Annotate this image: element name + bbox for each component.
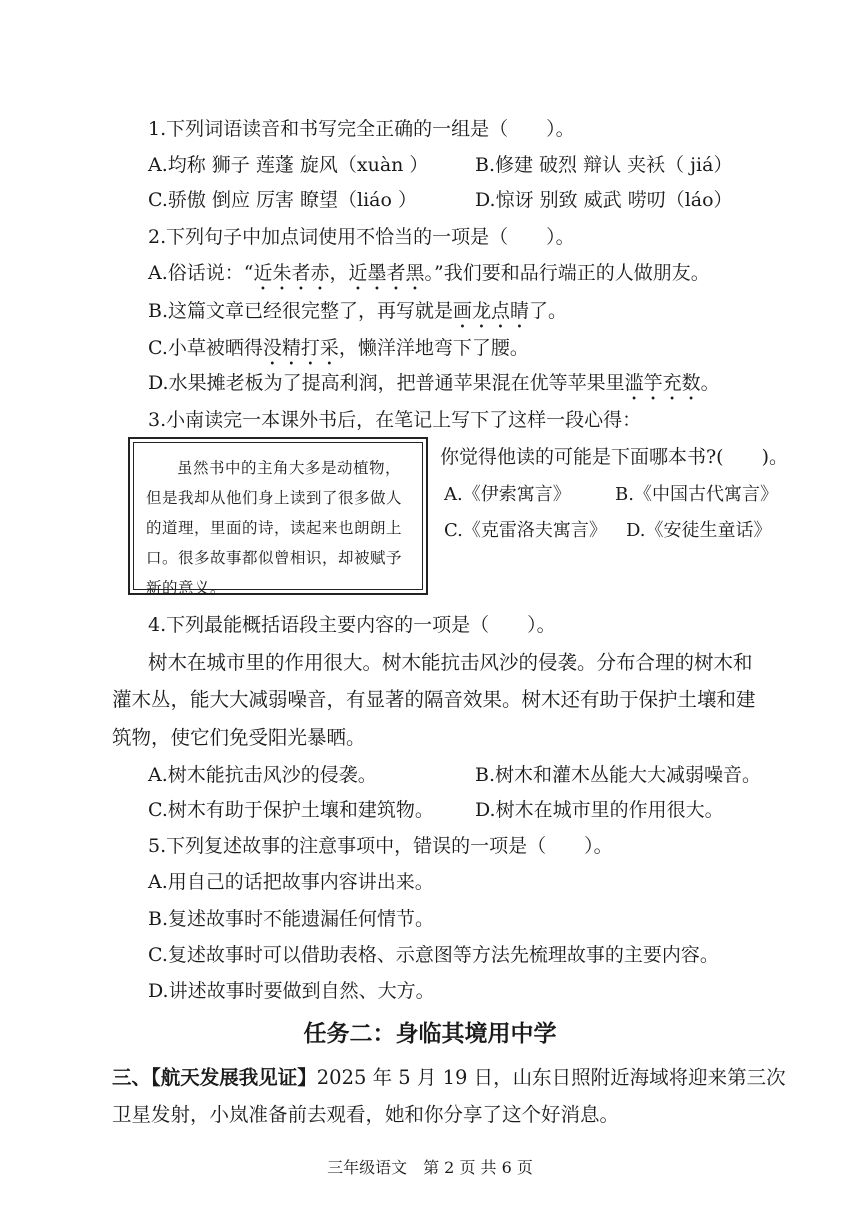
q2-a-dotted: 近朱者赤，近墨者黑 xyxy=(253,262,425,284)
q2-d-post: 。 xyxy=(700,372,720,394)
q2-b-dotted: 画龙点睛 xyxy=(453,300,530,322)
q2-option-b xyxy=(148,298,567,333)
q4-option-c: C.树木有助于保护土壤和建筑物。 xyxy=(148,799,434,821)
section-three-line-2: 卫星发射，小岚准备前去观看，她和你分享了这个好消息。 xyxy=(112,1103,620,1126)
q2-option-d xyxy=(148,370,720,405)
q1-stem: 1.下列词语读音和书写完全正确的一组是（ ）。 xyxy=(148,118,575,140)
q2-option-a xyxy=(148,260,710,295)
section-three-line-1 xyxy=(112,1065,786,1091)
section-three-text-1: 2025 年 5 月 19 日，山东日照附近海域将迎来第三次 xyxy=(316,1066,786,1089)
q3-option-b: B.《中国古代寓言》 xyxy=(615,484,778,505)
q3-option-d: D.《安徒生童话》 xyxy=(626,520,772,541)
q3-option-c: C.《克雷洛夫寓言》 xyxy=(444,520,607,541)
q2-c-dotted: 没精打采 xyxy=(262,337,339,359)
q4-passage-line-3: 筑物，使它们免受阳光暴晒。 xyxy=(112,726,366,749)
section-three-label: 三、【航天发展我见证】 xyxy=(112,1066,317,1089)
q5-option-d: D.讲述故事时要做到自然、大方。 xyxy=(148,980,435,1002)
q4-option-a: A.树木能抗击风沙的侵袭。 xyxy=(148,764,377,786)
q3-option-a: A.《伊索寓言》 xyxy=(444,484,571,505)
q2-c-post: ，懒洋洋地弯下了腰。 xyxy=(338,337,529,359)
q2-stem: 2.下列句子中加点词使用不恰当的一项是（ ）。 xyxy=(148,226,575,248)
q5-stem: 5.下列复述故事的注意事项中，错误的一项是（ ）。 xyxy=(148,835,613,857)
q2-b-pre: B.这篇文章已经很完整了，再写就是 xyxy=(148,300,454,322)
q4-option-b: B.树木和灌木丛能大大减弱噪音。 xyxy=(475,764,762,786)
q2-d-pre: D.水果摊老板为了提高利润，把普通苹果混在优等苹果里 xyxy=(148,372,625,394)
q1-option-b: B.修建 破烈 辩认 夹袄（ jiá） xyxy=(475,154,733,176)
q2-a-post: 。”我们要和品行端正的人做朋友。 xyxy=(424,262,710,284)
q3-stem: 3.小南读完一本课外书后，在笔记上写下了这样一段心得： xyxy=(148,409,642,431)
q4-passage-line-2: 灌木丛，能大大减弱噪音，有显著的隔音效果。树木还有助于保护土壤和建 xyxy=(112,688,756,711)
q1-option-c: C.骄傲 倒应 厉害 瞭望（liáo ） xyxy=(148,189,417,211)
q2-option-c xyxy=(148,335,529,370)
q1-option-d: D.惊讶 别致 威武 唠叨（láo） xyxy=(475,189,733,211)
q5-option-a: A.用自己的话把故事内容讲出来。 xyxy=(148,871,434,893)
q5-option-b: B.复述故事时不能遗漏任何情节。 xyxy=(148,908,435,930)
reading-note-text: 虽然书中的主角大多是动植物，但是我却从他们身上读到了很多做人的道理，里面的诗，读起来也朗朗上口。很多故事都似曾相识，却被赋予新的意义。 xyxy=(146,459,403,597)
reading-note-box xyxy=(128,437,428,595)
q2-a-pre: A.俗话说：“ xyxy=(148,262,254,284)
page-footer: 三年级语文 第 2 页 共 6 页 xyxy=(327,1158,533,1177)
q3-ask: 你觉得他读的可能是下面哪本书?( )。 xyxy=(440,446,789,468)
q1-option-a: A.均称 狮子 莲蓬 旋风（xuàn ） xyxy=(148,154,429,176)
q2-d-dotted: 滥竽充数 xyxy=(624,372,701,394)
q2-b-post: 了。 xyxy=(529,300,568,322)
q2-c-pre: C.小草被晒得 xyxy=(148,337,263,359)
q5-option-c: C.复述故事时可以借助表格、示意图等方法先梳理故事的主要内容。 xyxy=(148,944,719,966)
section-heading: 任务二：身临其境用中学 xyxy=(303,1021,557,1047)
q4-stem: 4.下列最能概括语段主要内容的一项是（ ）。 xyxy=(148,614,556,636)
q4-passage-line-1: 树木在城市里的作用很大。树木能抗击风沙的侵袭。分布合理的树木和 xyxy=(148,651,753,674)
q4-option-d: D.树木在城市里的作用很大。 xyxy=(475,799,724,821)
